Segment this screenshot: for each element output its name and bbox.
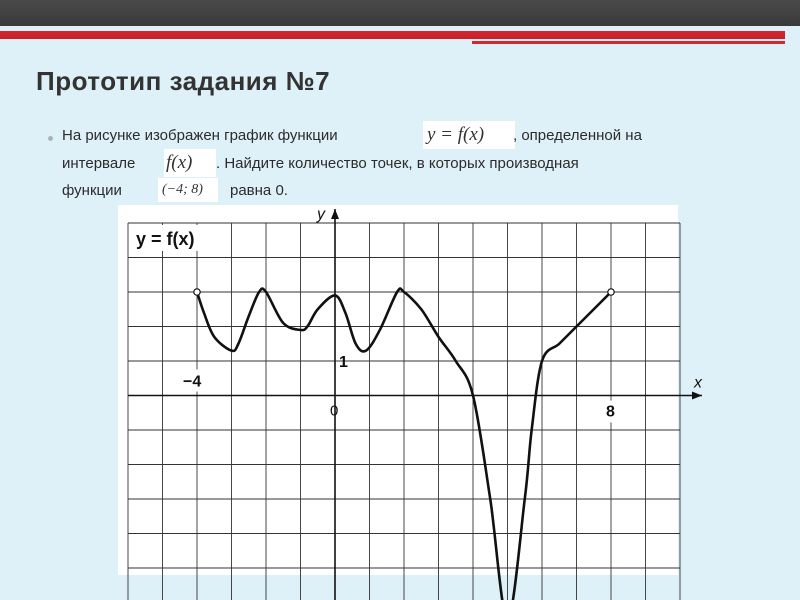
- bullet-icon: [48, 136, 53, 141]
- task-text-part3: интервале: [62, 155, 136, 172]
- function-graph: [118, 205, 702, 575]
- graph-svg: [118, 205, 702, 575]
- formula-f-x: f(x): [164, 149, 216, 177]
- slide-title: Прототип задания №7: [36, 66, 331, 96]
- y-axis-label: y: [317, 206, 325, 223]
- tick-label-8: 8: [606, 403, 615, 421]
- title-accent-bar: [0, 31, 785, 39]
- task-text-part1: На рисунке изображен график функции: [62, 127, 338, 144]
- open-endpoint-right: [608, 289, 614, 295]
- tick-label-0: 0: [330, 402, 339, 420]
- task-text-part4: . Найдите количество точек, в которых производная: [216, 155, 579, 172]
- open-endpoint-left: [194, 289, 200, 295]
- title-accent-stripe: [472, 41, 785, 44]
- formula-y-equals-f-x: y = f(x): [423, 121, 515, 149]
- formula-interval: (−4; 8): [158, 178, 218, 202]
- task-text-part6: равна 0.: [230, 182, 288, 199]
- legend-label: y = f(x): [136, 229, 195, 249]
- task-text-part2: , определенной на: [513, 127, 642, 144]
- top-bar: [0, 0, 800, 26]
- tick-label-minus-4: −4: [183, 373, 202, 391]
- x-axis-label: x: [694, 374, 702, 392]
- task-text-part5: функции: [62, 182, 122, 199]
- tick-label-1: 1: [339, 354, 348, 371]
